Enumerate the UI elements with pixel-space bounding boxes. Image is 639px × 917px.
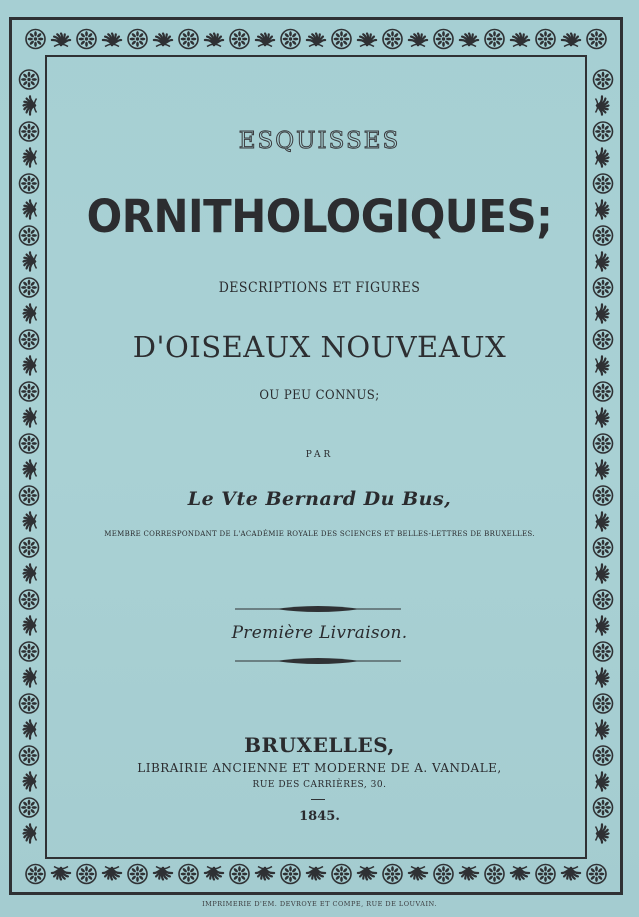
ornament-band-bottom xyxy=(14,859,618,889)
printer-line: IMPRIMERIE D'EM. DEVROYE ET COMPE, RUE DE LOUVAIN. xyxy=(202,900,437,908)
ornamental-rule-bottom xyxy=(235,652,401,671)
ornament-band-top xyxy=(14,24,618,54)
year: 1845. xyxy=(299,809,340,824)
ornamental-rule-top xyxy=(235,600,401,619)
subtitle-descriptions: DESCRIPTIONS ET FIGURES xyxy=(218,280,421,296)
par-label: PAR xyxy=(305,450,334,460)
subtitle-oiseaux: D'OISEAUX NOUVEAUX xyxy=(132,330,507,364)
author-name: Le Vte Bernard Du Bus, xyxy=(187,488,452,510)
installment-label: Première Livraison. xyxy=(231,623,408,643)
publisher: LIBRAIRIE ANCIENNE ET MODERNE DE A. VANDALE, xyxy=(137,760,502,775)
title-esquisses: ESQUISSES xyxy=(238,128,401,154)
author-credentials: MEMBRE CORRESPONDANT DE L'ACADÉMIE ROYALE DES SCIENCES ET BELLES-LETTRES DE BRUXELLES. xyxy=(104,530,535,538)
separator-dash xyxy=(311,799,325,800)
address: RUE DES CARRIÈRES, 30. xyxy=(252,780,387,790)
city: BRUXELLES, xyxy=(244,733,395,757)
title-ornithologiques: ORNITHOLOGIQUES; xyxy=(86,190,553,243)
subtitle-peu-connus: OU PEU CONNUS; xyxy=(259,388,380,403)
